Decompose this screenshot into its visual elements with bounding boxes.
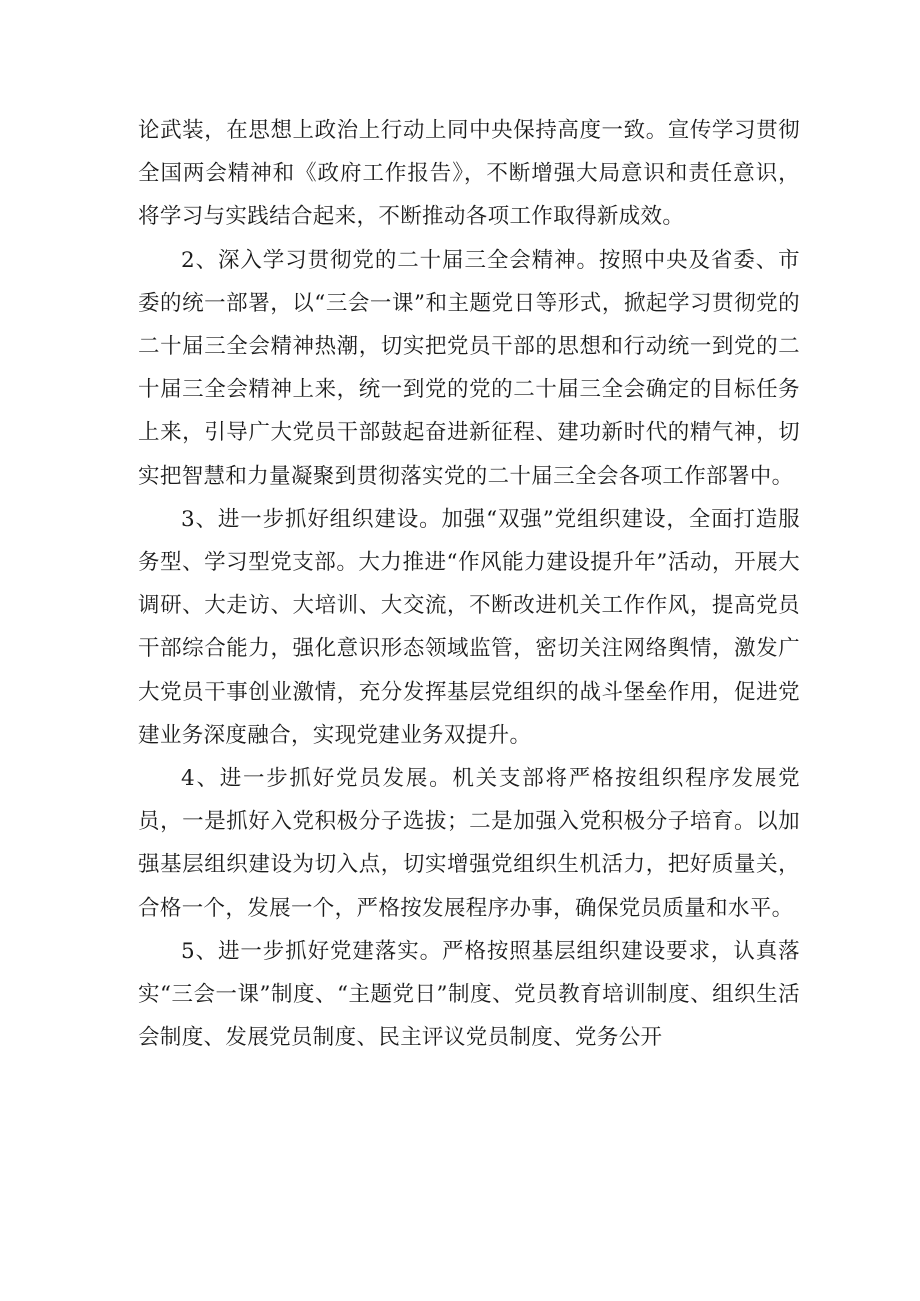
body-paragraph-3: 3、进一步抓好组织建设。加强“双强”党组织建设，全面打造服务型、学习型党支部。大力推进“作风能力建设提升年”活动，开展大调研、大走访、大培训、大交流，不断改进机关工作作风，提高党员干部综合能力，强化意识形态领域监管，密切关注网络舆情，激发广大党员干事创业激情，充分发挥基层党组织的战斗堡垒作用，促进党建业务深度融合，实现党建业务双提升。 [138, 506, 800, 748]
body-paragraph-1: 论武装，在思想上政治上行动上同中央保持高度一致。宣传学习贯彻全国两会精神和《政府工作报告》，不断增强大局意识和责任意识，将学习与实践结合起来，不断推动各项工作取得新成效。 [138, 118, 800, 230]
body-paragraph-2: 2、深入学习贯彻党的二十届三全会精神。按照中央及省委、市委的统一部署，以“三会一课”和主题党日等形式，掀起学习贯彻党的二十届三全会精神热潮，切实把党员干部的思想和行动统一到党的二十届三全会精神上来，统一到党的党的二十届三全会确定的目标任务上来，引导广大党员干部鼓起奋进新征程、建功新时代的精气神，切实把智慧和力量凝聚到贯彻落实党的二十届三全会各项工作部署中。 [138, 247, 800, 489]
body-paragraph-5: 5、进一步抓好党建落实。严格按照基层组织建设要求，认真落实“三会一课”制度、“主题党日”制度、党员教育培训制度、组织生活会制度、发展党员制度、民主评议党员制度、党务公开 [138, 938, 800, 1051]
body-paragraph-4: 4、进一步抓好党员发展。机关支部将严格按组织程序发展党员，一是抓好入党积极分子选拔；二是加强入党积极分子培育。以加强基层组织建设为切入点，切实增强党组织生机活力，把好质量关，合格一个，发展一个，严格按发展程序办事，确保党员质量和水平。 [138, 766, 800, 921]
